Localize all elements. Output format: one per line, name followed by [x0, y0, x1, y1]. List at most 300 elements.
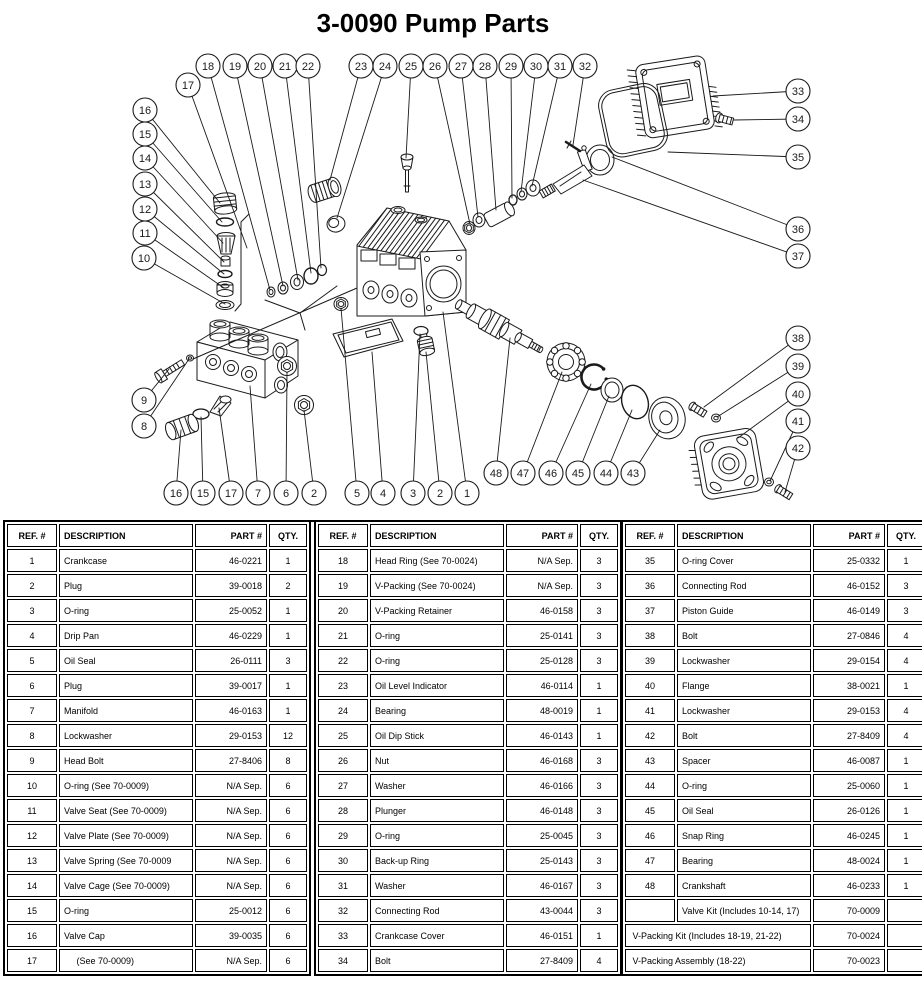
cell-description: Valve Cap	[59, 924, 193, 947]
cell-quantity: 6	[269, 824, 307, 847]
cell-part-number: 39-0017	[195, 674, 267, 697]
callout-6	[274, 481, 298, 505]
cell-quantity: 3	[580, 874, 618, 897]
table-row	[7, 649, 307, 672]
svg-text:28: 28	[478, 60, 492, 73]
svg-text:29: 29	[504, 60, 518, 73]
svg-text:2: 2	[436, 487, 444, 500]
svg-text:5: 5	[353, 487, 361, 500]
column-header: DESCRIPTION	[677, 524, 811, 547]
callout-4	[371, 481, 395, 505]
table-row	[318, 724, 618, 747]
leader-line-21	[285, 66, 311, 273]
cell-ref: 6	[7, 674, 57, 697]
cell-quantity: 1	[887, 799, 922, 822]
cell-part-number: 70-0009	[813, 899, 885, 922]
svg-text:40: 40	[791, 388, 805, 401]
leader-line-48	[496, 338, 510, 473]
table-row	[625, 674, 922, 697]
cell-ref: 24	[318, 699, 368, 722]
leader-line-28	[485, 66, 496, 210]
svg-text:21: 21	[278, 60, 292, 73]
svg-text:19: 19	[228, 60, 242, 73]
cell-part-number: 46-0229	[195, 624, 267, 647]
table-row	[7, 899, 307, 922]
svg-text:44: 44	[599, 467, 613, 480]
leader-line-4	[372, 352, 383, 493]
leader-line-18	[208, 66, 270, 290]
cell-quantity: 1	[887, 874, 922, 897]
cell-quantity: 1	[580, 699, 618, 722]
cell-description: Spacer	[677, 749, 811, 772]
cell-ref: 35	[625, 549, 675, 572]
column-header: REF. #	[318, 524, 368, 547]
cell-ref: 27	[318, 774, 368, 797]
cell-part-number: 48-0019	[506, 699, 578, 722]
table-row	[7, 849, 307, 872]
cell-quantity: 4	[887, 649, 922, 672]
callout-37	[786, 244, 810, 268]
cell-quantity: 1	[269, 549, 307, 572]
cell-description: (See 70-0009)	[59, 949, 193, 972]
cell-quantity: 1	[887, 549, 922, 572]
leader-line-20	[260, 66, 298, 280]
cell-part-number: 25-0052	[195, 599, 267, 622]
cell-description: Lockwasher	[59, 724, 193, 747]
svg-text:17: 17	[181, 79, 195, 92]
table-row	[318, 824, 618, 847]
svg-text:2: 2	[310, 487, 318, 500]
cell-ref: 19	[318, 574, 368, 597]
cell-ref: 41	[625, 699, 675, 722]
cell-quantity: 2	[269, 574, 307, 597]
cell-part-number: 46-0221	[195, 549, 267, 572]
svg-text:38: 38	[791, 332, 805, 345]
cell-ref: 7	[7, 699, 57, 722]
column-header: PART #	[506, 524, 578, 547]
callout-12	[133, 197, 157, 221]
cell-quantity: 6	[269, 799, 307, 822]
callout-30	[524, 54, 548, 78]
cell-part-number: 46-0148	[506, 799, 578, 822]
cell-ref: 43	[625, 749, 675, 772]
callout-18	[196, 54, 220, 78]
column-header: REF. #	[625, 524, 675, 547]
callout-39	[786, 354, 810, 378]
table-row	[625, 624, 922, 647]
cell-ref: 42	[625, 724, 675, 747]
cell-quantity: 1	[580, 924, 618, 947]
part-connecting-rod	[539, 145, 614, 198]
vpacking-bracket	[265, 286, 337, 313]
table-row	[625, 574, 922, 597]
cell-part-number: 25-0128	[506, 649, 578, 672]
cell-description: Plug	[59, 574, 193, 597]
leader-line-1	[443, 312, 467, 493]
svg-text:16: 16	[138, 104, 152, 117]
callout-22	[296, 54, 320, 78]
svg-text:13: 13	[138, 178, 152, 191]
callout-23	[349, 54, 373, 78]
cell-description: V-Packing Kit (Includes 18-19, 21-22)	[625, 924, 811, 947]
table-row	[7, 749, 307, 772]
cell-description: Crankcase Cover	[370, 924, 504, 947]
cell-description: Drip Pan	[59, 624, 193, 647]
cell-quantity: 1	[269, 599, 307, 622]
cell-quantity: 4	[580, 949, 618, 972]
cell-ref: 22	[318, 649, 368, 672]
cell-quantity: 8	[269, 749, 307, 772]
callout-31	[548, 54, 572, 78]
leader-line-17	[219, 408, 231, 493]
callout-25	[399, 54, 423, 78]
table-row	[7, 549, 307, 572]
callout-41	[786, 409, 810, 433]
svg-text:11: 11	[139, 227, 151, 240]
cell-ref: 31	[318, 874, 368, 897]
table-row	[7, 874, 307, 897]
cell-quantity: 12	[269, 724, 307, 747]
cell-description: O-ring	[370, 624, 504, 647]
leader-line-38	[704, 338, 798, 407]
svg-text:16: 16	[169, 487, 183, 500]
cell-ref: 11	[7, 799, 57, 822]
cell-part-number: 48-0024	[813, 849, 885, 872]
svg-text:30: 30	[529, 60, 543, 73]
leader-line-37	[583, 180, 798, 256]
leader-line-7	[250, 386, 258, 493]
column-header: QTY.	[580, 524, 618, 547]
svg-text:41: 41	[791, 415, 805, 428]
cell-description: Crankshaft	[677, 874, 811, 897]
cell-ref: 8	[7, 724, 57, 747]
cell-description: Oil Level Indicator	[370, 674, 504, 697]
table-row	[7, 624, 307, 647]
cell-description: Valve Seat (See 70-0009)	[59, 799, 193, 822]
table-row	[625, 849, 922, 872]
part-bearing-bushing-24	[326, 214, 347, 233]
leader-line-30	[521, 66, 536, 192]
cell-ref: 15	[7, 899, 57, 922]
cell-description: Oil Seal	[677, 799, 811, 822]
cell-description: Lockwasher	[677, 649, 811, 672]
cell-part-number: 39-0035	[195, 924, 267, 947]
cell-description: V-Packing Assembly (18-22)	[625, 949, 811, 972]
cell-quantity: 6	[269, 924, 307, 947]
cell-quantity: 1	[887, 849, 922, 872]
cell-part-number: 27-8406	[195, 749, 267, 772]
cell-quantity: 3	[580, 799, 618, 822]
parts-table-1	[3, 520, 311, 976]
cell-part-number: 29-0153	[813, 699, 885, 722]
callout-13	[133, 172, 157, 196]
svg-text:27: 27	[454, 60, 468, 73]
callout-16	[133, 98, 157, 122]
table-row	[7, 599, 307, 622]
callout-27	[449, 54, 473, 78]
cell-quantity: 6	[269, 949, 307, 972]
cell-description: Manifold	[59, 699, 193, 722]
cell-description: V-Packing (See 70-0024)	[370, 574, 504, 597]
cell-quantity: 6	[269, 899, 307, 922]
callout-1	[455, 481, 479, 505]
cell-ref: 4	[7, 624, 57, 647]
cell-ref: 13	[7, 849, 57, 872]
svg-text:25: 25	[404, 60, 418, 73]
column-header: DESCRIPTION	[59, 524, 193, 547]
svg-text:15: 15	[196, 487, 210, 500]
cell-ref: 17	[7, 949, 57, 972]
cell-quantity: 1	[269, 699, 307, 722]
leader-line-25	[406, 66, 411, 158]
cell-ref: 10	[7, 774, 57, 797]
cell-description: Plunger	[370, 799, 504, 822]
svg-text:17: 17	[224, 487, 238, 500]
cell-description: Oil Seal	[59, 649, 193, 672]
cell-part-number: N/A Sep.	[195, 799, 267, 822]
cell-quantity: 1	[269, 624, 307, 647]
cell-part-number: 25-0060	[813, 774, 885, 797]
leader-line-26	[435, 66, 470, 224]
table-row	[318, 849, 618, 872]
callout-2	[428, 481, 452, 505]
cell-quantity: 3	[580, 749, 618, 772]
callout-8	[132, 414, 156, 438]
cell-part-number: 46-0152	[813, 574, 885, 597]
leader-line-13	[145, 184, 224, 262]
callout-33	[786, 79, 810, 103]
cell-quantity: 6	[269, 874, 307, 897]
svg-text:26: 26	[428, 60, 442, 73]
part-flange-40	[687, 427, 765, 502]
table-row	[625, 599, 922, 622]
table-row	[7, 799, 307, 822]
svg-text:15: 15	[138, 128, 152, 141]
cell-part-number: N/A Sep.	[195, 849, 267, 872]
cell-quantity: 4	[887, 624, 922, 647]
callout-15	[191, 481, 215, 505]
cell-quantity: 1	[887, 674, 922, 697]
cell-ref: 3	[7, 599, 57, 622]
svg-text:47: 47	[516, 467, 530, 480]
table-row	[318, 674, 618, 697]
cell-description: Bearing	[370, 699, 504, 722]
cell-quantity: 3	[580, 849, 618, 872]
svg-text:35: 35	[791, 151, 805, 164]
svg-text:12: 12	[138, 203, 152, 216]
part-bolt-38	[687, 401, 707, 418]
cell-quantity	[887, 949, 922, 972]
table-row	[318, 624, 618, 647]
callout-3	[401, 481, 425, 505]
cell-description: Nut	[370, 749, 504, 772]
callout-45	[566, 461, 590, 485]
page-title: 3-0090 Pump Parts	[316, 8, 550, 38]
cell-description: O-ring	[677, 774, 811, 797]
column-header: QTY.	[269, 524, 307, 547]
cell-description: Head Ring (See 70-0024)	[370, 549, 504, 572]
cell-ref: 2	[7, 574, 57, 597]
cell-part-number: N/A Sep.	[195, 774, 267, 797]
table-row	[625, 924, 922, 947]
cell-description: Head Bolt	[59, 749, 193, 772]
part-bearing-47	[547, 343, 586, 382]
leader-line-3	[413, 334, 420, 493]
callout-28	[473, 54, 497, 78]
column-header: PART #	[195, 524, 267, 547]
cell-ref: 45	[625, 799, 675, 822]
part-bolt-42	[773, 483, 793, 500]
part-bolt-34	[715, 112, 734, 126]
cell-quantity: 6	[269, 849, 307, 872]
cell-quantity: 3	[580, 549, 618, 572]
cell-description: O-ring	[59, 899, 193, 922]
cell-ref: 25	[318, 724, 368, 747]
callout-15	[133, 122, 157, 146]
cell-ref: 5	[7, 649, 57, 672]
leader-line-22	[308, 66, 321, 268]
part-oil-level-indicator	[306, 176, 344, 205]
cell-part-number: N/A Sep.	[506, 549, 578, 572]
svg-text:18: 18	[201, 60, 215, 73]
callout-9	[132, 388, 156, 412]
svg-text:20: 20	[253, 60, 267, 73]
table-row	[7, 924, 307, 947]
table-row	[318, 649, 618, 672]
cell-part-number: 29-0154	[813, 649, 885, 672]
part-valve-stack	[213, 192, 249, 311]
cell-part-number: 46-0149	[813, 599, 885, 622]
cell-part-number: 25-0012	[195, 899, 267, 922]
cell-description: O-ring	[370, 824, 504, 847]
column-header: DESCRIPTION	[370, 524, 504, 547]
callout-34	[786, 107, 810, 131]
cell-description: Connecting Rod	[677, 574, 811, 597]
cell-ref	[625, 899, 675, 922]
part-crankcase	[357, 207, 466, 317]
cell-quantity: 3	[887, 599, 922, 622]
callout-35	[786, 145, 810, 169]
cell-quantity: 3	[887, 574, 922, 597]
cell-ref: 46	[625, 824, 675, 847]
callout-32	[573, 54, 597, 78]
table-row	[318, 699, 618, 722]
cell-description: Bearing	[677, 849, 811, 872]
cell-description: Lockwasher	[677, 699, 811, 722]
cell-ref: 47	[625, 849, 675, 872]
svg-text:43: 43	[626, 467, 640, 480]
svg-text:32: 32	[578, 60, 592, 73]
cell-description: Oil Dip Stick	[370, 724, 504, 747]
cell-description: Bolt	[677, 724, 811, 747]
cell-quantity: 6	[269, 774, 307, 797]
leader-line-24	[337, 66, 385, 218]
callout-24	[373, 54, 397, 78]
table-row	[318, 949, 618, 972]
callout-46	[539, 461, 563, 485]
cell-ref: 30	[318, 849, 368, 872]
cell-part-number: 43-0044	[506, 899, 578, 922]
cell-part-number: 70-0024	[813, 924, 885, 947]
cell-part-number: 25-0045	[506, 824, 578, 847]
cell-part-number: 25-0141	[506, 624, 578, 647]
cell-part-number: 70-0023	[813, 949, 885, 972]
svg-text:1: 1	[463, 487, 471, 500]
cell-part-number: 46-0233	[813, 874, 885, 897]
svg-text:37: 37	[791, 250, 805, 263]
table-row	[625, 699, 922, 722]
callout-17	[176, 73, 200, 97]
cell-quantity	[887, 924, 922, 947]
svg-text:34: 34	[791, 113, 805, 126]
callout-36	[786, 217, 810, 241]
cell-description: O-ring	[370, 649, 504, 672]
cell-ref: 34	[318, 949, 368, 972]
svg-text:45: 45	[571, 467, 585, 480]
cell-ref: 20	[318, 599, 368, 622]
svg-text:8: 8	[140, 420, 148, 433]
cell-description: Valve Spring (See 70-0009	[59, 849, 193, 872]
leader-line-33	[713, 91, 798, 96]
cell-description: Crankcase	[59, 549, 193, 572]
svg-text:36: 36	[791, 223, 805, 236]
table-row	[318, 924, 618, 947]
cell-description: Flange	[677, 674, 811, 697]
cell-ref: 38	[625, 624, 675, 647]
callout-48	[484, 461, 508, 485]
callout-26	[423, 54, 447, 78]
svg-text:7: 7	[254, 487, 262, 500]
table-row	[318, 574, 618, 597]
cell-description: Plug	[59, 674, 193, 697]
cell-description: Washer	[370, 874, 504, 897]
callout-44	[594, 461, 618, 485]
leader-line-35	[668, 152, 798, 157]
cell-ref: 16	[7, 924, 57, 947]
cell-part-number: 27-8409	[506, 949, 578, 972]
cell-ref: 44	[625, 774, 675, 797]
cell-ref: 36	[625, 574, 675, 597]
svg-text:33: 33	[791, 85, 805, 98]
callout-38	[786, 326, 810, 350]
cell-quantity: 3	[269, 649, 307, 672]
cell-part-number: 46-0163	[195, 699, 267, 722]
cell-ref: 23	[318, 674, 368, 697]
callout-21	[273, 54, 297, 78]
cell-description: Back-up Ring	[370, 849, 504, 872]
cell-description: O-ring (See 70-0009)	[59, 774, 193, 797]
table-row	[625, 774, 922, 797]
callout-10	[132, 246, 156, 270]
cell-part-number: 46-0143	[506, 724, 578, 747]
svg-text:9: 9	[140, 394, 148, 407]
svg-text:6: 6	[282, 487, 290, 500]
cell-part-number: 25-0332	[813, 549, 885, 572]
table-row	[625, 899, 922, 922]
cell-ref: 33	[318, 924, 368, 947]
table-row	[318, 899, 618, 922]
part-spacer-43	[644, 393, 690, 443]
cell-ref: 21	[318, 624, 368, 647]
leader-line-2	[426, 352, 440, 493]
callout-2	[302, 481, 326, 505]
cell-part-number: N/A Sep.	[195, 824, 267, 847]
cell-description: Washer	[370, 774, 504, 797]
part-crankshaft	[451, 293, 547, 360]
cell-quantity: 3	[580, 899, 618, 922]
leader-line-29	[511, 66, 512, 198]
cell-quantity: 3	[580, 574, 618, 597]
